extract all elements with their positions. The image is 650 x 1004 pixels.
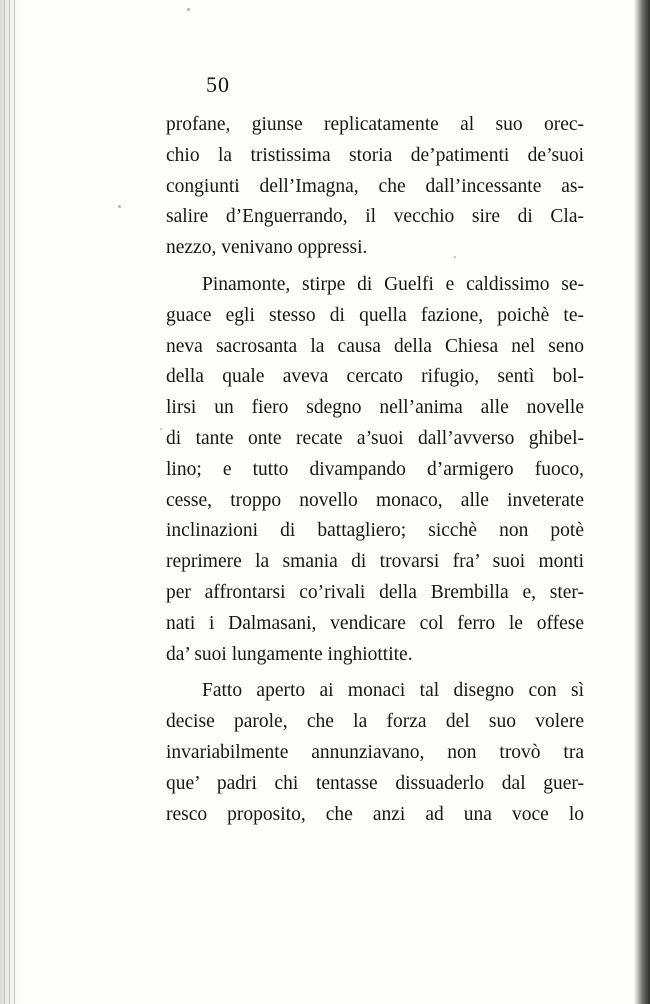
gutter-line bbox=[14, 0, 15, 1004]
paper-speck bbox=[160, 428, 162, 430]
gutter-line bbox=[9, 0, 10, 1004]
text-line: della quale aveva cercato rifugio, sentì bol- bbox=[166, 366, 584, 388]
text-line: per affrontarsi co’rivali della Brembilla e, ster- bbox=[166, 581, 584, 603]
text-line: neva sacrosanta la causa della Chiesa nel seno bbox=[166, 335, 584, 357]
text-line: reprimere la smania di trovarsi fra’ suoi monti bbox=[166, 551, 584, 573]
text-line: Fatto aperto ai monaci tal disegno con sì bbox=[202, 680, 584, 702]
page-number: 50 bbox=[206, 72, 230, 97]
text-line: resco proposito, che anzi ad una voce lo bbox=[166, 803, 584, 825]
paragraph bbox=[166, 676, 584, 830]
paper-speck bbox=[118, 205, 121, 208]
text-line: profane, giunse replicatamente al suo orec- bbox=[166, 114, 584, 135]
text-line: que’ padri chi tentasse dissuaderlo dal guer- bbox=[166, 772, 584, 794]
text-line: cesse, troppo novello monaco, alle inveterate bbox=[166, 489, 584, 511]
body-text bbox=[166, 110, 584, 830]
paragraph bbox=[166, 270, 584, 670]
paper-speck bbox=[187, 8, 190, 11]
text-line: chio la tristissima storia de’patimenti de’suoi bbox=[166, 144, 584, 166]
text-line: salire d’Enguerrando, il vecchio sire di Cla- bbox=[166, 206, 584, 228]
text-line: Pinamonte, stirpe di Guelfi e caldissimo se- bbox=[202, 273, 584, 295]
text-line: di tante onte recate a’suoi dall’avverso ghibel- bbox=[166, 427, 584, 449]
text-line: nati i Dalmasani, vendicare col ferro le offese bbox=[166, 612, 584, 634]
page-edge-shadow bbox=[634, 0, 650, 1004]
text-line: lino; e tutto divampando d’armigero fuoco, bbox=[166, 458, 584, 480]
text-line: guace egli stesso di quella fazione, poichè te- bbox=[166, 304, 584, 326]
text-line: invariabilmente annunziavano, non trovò tra bbox=[166, 741, 584, 763]
paragraph bbox=[166, 110, 584, 264]
text-line: nezzo, venivano oppressi. bbox=[166, 237, 368, 259]
text-line: congiunti dell’Imagna, che dall’incessante as- bbox=[166, 175, 584, 197]
page-gutter-shadow bbox=[0, 0, 24, 1004]
text-line: decise parole, che la forza del suo volere bbox=[166, 711, 584, 733]
text-line: lirsi un fiero sdegno nell’anima alle novelle bbox=[166, 397, 584, 419]
text-line: inclinazioni di battagliero; sicchè non potè bbox=[166, 520, 584, 542]
gutter-line bbox=[4, 0, 5, 1004]
text-line: da’ suoi lungamente inghiottite. bbox=[166, 643, 413, 665]
